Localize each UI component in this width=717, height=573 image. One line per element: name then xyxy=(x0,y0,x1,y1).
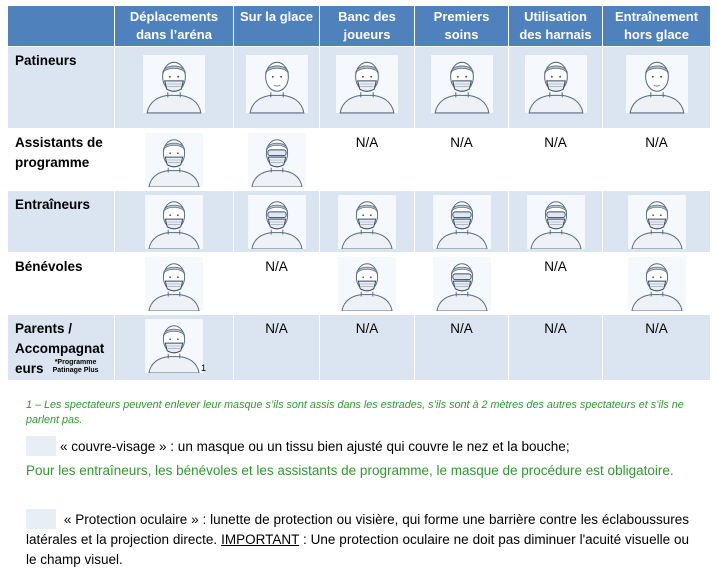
person-mask-icon xyxy=(525,51,587,117)
legend-face-covering xyxy=(26,436,696,456)
row-label xyxy=(8,129,115,191)
legend-eye-protection xyxy=(26,509,689,570)
person-mask-icon xyxy=(626,257,688,311)
row-label xyxy=(8,253,115,315)
person-mask-icon xyxy=(143,257,205,311)
legend-face-covering-text: « couvre-visage » : un masque ou un tissu bien ajusté qui couvre le nez et la bouche; xyxy=(60,439,570,454)
table-row xyxy=(8,191,711,253)
ppe-cell xyxy=(115,47,234,129)
ppe-cell xyxy=(603,191,711,253)
header-row xyxy=(8,6,711,47)
col-header: Sur la glace xyxy=(234,6,320,47)
corner-header xyxy=(8,6,115,47)
ppe-cell xyxy=(415,253,509,315)
not-applicable: N/A xyxy=(265,321,288,336)
person-mask-icon xyxy=(336,195,398,249)
col-header: Entraînement hors glace xyxy=(603,6,711,47)
spectator-footnote: 1 – Les spectateurs peuvent enlever leur masque s’ils sont assis dans les estrades, s’ils sont à 2 mètres des autres spectateurs et s’ils ne parlent pas. xyxy=(26,399,684,426)
ppe-cell xyxy=(603,253,711,315)
person-mask-goggles-icon xyxy=(246,195,308,249)
ppe-cell xyxy=(509,315,603,381)
ppe-cell xyxy=(320,191,415,253)
row-label-text: Assistants de programme xyxy=(15,135,103,170)
ppe-cell xyxy=(509,129,603,191)
row-label-text: Entraîneurs xyxy=(15,197,91,212)
col-header: Utilisation des harnais xyxy=(509,6,603,47)
ppe-cell xyxy=(415,47,509,129)
table-row xyxy=(8,47,711,129)
person-mask-icon xyxy=(143,319,205,373)
ppe-cell xyxy=(115,253,234,315)
person-face-icon xyxy=(626,51,688,117)
ppe-cell xyxy=(603,315,711,381)
not-applicable: N/A xyxy=(265,259,288,274)
not-applicable: N/A xyxy=(450,321,473,336)
person-mask-goggles-icon xyxy=(525,195,587,249)
col-header: Banc des joueurs xyxy=(320,6,415,47)
row-label xyxy=(8,47,115,129)
not-applicable: N/A xyxy=(355,135,379,150)
ppe-cell xyxy=(509,47,603,129)
ppe-cell xyxy=(320,129,415,191)
col-header: Premiers soins xyxy=(415,6,509,47)
ppe-cell xyxy=(603,47,711,129)
person-mask-icon xyxy=(143,195,205,249)
ppe-cell xyxy=(115,129,234,191)
row-label xyxy=(8,191,115,253)
ppe-cell xyxy=(234,191,320,253)
person-mask-icon xyxy=(431,51,493,117)
not-applicable: N/A xyxy=(645,135,668,150)
mandatory-mask-note: Pour les entraîneurs, les bénévoles et les assistants de programme, le masque de procédure est obligatoire. xyxy=(26,463,674,478)
legend-eye-text-a: « Protection oculaire » : lunette de protection ou visière, qui forme une barrière contre les éclaboussures latérales et la projection directe. xyxy=(26,512,689,547)
col-header: Déplacements dans l’aréna xyxy=(115,6,234,47)
not-applicable: N/A xyxy=(544,135,567,150)
ppe-cell xyxy=(234,253,320,315)
mask-face-icon xyxy=(26,436,56,456)
person-mask-icon xyxy=(143,51,205,117)
person-mask-goggles-icon xyxy=(431,257,493,311)
ppe-cell xyxy=(234,47,320,129)
ppe-cell xyxy=(115,191,234,253)
person-mask-icon xyxy=(626,195,688,249)
ppe-cell xyxy=(234,315,320,381)
row-label-text: Parents / Accompagnat eurs xyxy=(15,321,105,376)
table-row xyxy=(8,253,711,315)
footnote-marker: 1 xyxy=(201,363,207,373)
ppe-table xyxy=(7,5,711,381)
ppe-cell xyxy=(320,315,415,381)
goggles-face-icon xyxy=(26,509,56,529)
person-mask-goggles-icon xyxy=(431,195,493,249)
not-applicable: N/A xyxy=(544,259,567,274)
table-row xyxy=(8,129,711,191)
ppe-cell xyxy=(415,191,509,253)
not-applicable: N/A xyxy=(355,321,379,336)
ppe-cell xyxy=(115,315,234,381)
table-row xyxy=(8,315,711,381)
person-mask-icon xyxy=(336,51,398,117)
person-face-icon xyxy=(246,51,308,117)
ppe-cell xyxy=(509,253,603,315)
not-applicable: N/A xyxy=(544,321,567,336)
important-label: IMPORTANT xyxy=(221,532,300,547)
ppe-cell xyxy=(415,129,509,191)
legend-eye-text-b: : Une protection oculaire ne doit pas diminuer l'acuité visuelle ou le champ visuel. xyxy=(26,532,689,567)
ppe-cell xyxy=(509,191,603,253)
ppe-cell xyxy=(415,315,509,381)
row-label-text: Patineurs xyxy=(15,53,77,68)
person-mask-icon xyxy=(336,257,398,311)
not-applicable: N/A xyxy=(450,135,473,150)
person-mask-icon xyxy=(143,133,205,187)
programme-note: *Programme Patinage Plus xyxy=(52,359,99,374)
ppe-cell xyxy=(234,129,320,191)
ppe-cell xyxy=(320,47,415,129)
row-label-text: Bénévoles xyxy=(15,259,83,274)
row-label xyxy=(8,315,115,381)
not-applicable: N/A xyxy=(645,321,668,336)
ppe-cell xyxy=(603,129,711,191)
ppe-cell xyxy=(320,253,415,315)
person-mask-goggles-icon xyxy=(246,133,308,187)
